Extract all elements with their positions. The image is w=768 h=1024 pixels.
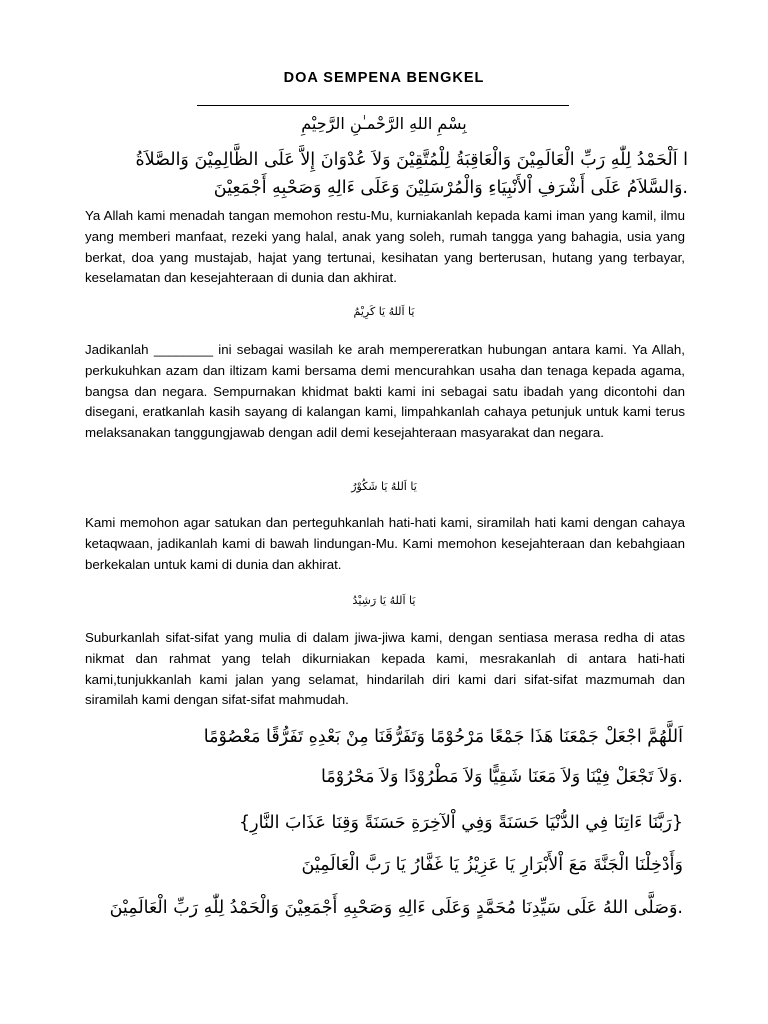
document-title: DOA SEMPENA BENGKEL: [283, 70, 485, 86]
closing-dua-line-5: .وَصَلَّى اللهُ عَلَى سَيِّدِنَا مُحَمَّدٍ وَعَلَى ءَالِهِ وَصَحْبِهِ أَجْمَعِيْنَ وَالْحَمْدُ لِلّٰهِ رَبِّ الْعَالَمِيْنَ: [109, 898, 683, 918]
opening-line-2: .وَالسَّلاَمُ عَلَى أَشْرَفِ اْلأَنْبِيَاءِ وَالْمُرْسَلِيْنَ وَعَلَى ءَالِهِ وَصَحْبِهِ أَجْمَعِيْنَ: [213, 178, 688, 198]
closing-dua-line-4: وَأَدْخِلْنَا الْجَنَّةَ مَعَ اْلأَبْرَارِ يَا عَزِيْزُ يَا غَفَّارُ يَا رَبَّ الْعَالَمِيْنَ: [301, 855, 683, 875]
invocation-3: يَا اَللهُ يَا رَشِيْدُ: [352, 594, 416, 607]
title-underline: [197, 105, 569, 106]
paragraph-4: Suburkanlah sifat-sifat yang mulia di dalam jiwa-jiwa kami, dengan sentiasa merasa redha di atas nikmat dan rahmat yang telah dikurniakan kepada kami, mesrakanlah di antara hati-hati kami,tunjukkanlah kami jalan yang selamat, hindarilah diri kami dari sifat-sifat mazmumah dan siramilah kami dengan sifat-sifat mahmudah.: [85, 630, 685, 708]
bismillah: بِسْمِ اللهِ الرَّحْمـٰنِ الرَّحِيْمِ: [301, 114, 467, 133]
opening-line-1: ا اَلْحَمْدُ لِلّٰهِ رَبِّ الْعَالَمِيْنَ وَالْعَاقِبَةُ لِلْمُتَّقِيْنَ وَلاَ عُدْوَانَ إِلاَّ عَلَى الظَّالِمِيْنَ وَالصَّلاَةُ: [135, 150, 688, 170]
paragraph-2: Jadikanlah ________ ini sebagai wasilah ke arah mempereratkan hubungan antara kami. Ya Allah, perkukuhkan azam dan iltizam kami bersama demi mencurahkan usaha dan tenaga kepada agama, bangsa dan negara. Sempurnakan khidmat bakti kami ini sebagai satu ibadah yang dicontohi dan disegani, eratkanlah kasih sayang di kalangan kami, limpahkanlah cahaya petunjuk untuk kami terus melaksanakan tanggungjawab dengan adil demi kesejahteraan masyarakat dan negara.: [85, 342, 685, 441]
paragraph-1: Ya Allah kami menadah tangan memohon restu-Mu, kurniakanlah kepada kami iman yang kamil, ilmu yang memberi manfaat, rezeki yang halal, anak yang soleh, rumah tangga yang bahagia, usia yang berkat, doa yang mustajab, hajat yang tertunai, kesihatan yang berterusan, hutang yang terbayar, keselamatan dan kesejahteraan di dunia dan akhirat.: [85, 208, 685, 286]
closing-dua-line-3: {رَبَّنَا ءَاتِنَا فِي الدُّنْيَا حَسَنَةً وَفِي اْلآخِرَةِ حَسَنَةً وَقِنَا عَذَابَ النَّارِ}: [239, 813, 683, 833]
invocation-1: يَا اَللهُ يَا كَرِيْمُ: [353, 305, 415, 318]
paragraph-3: Kami memohon agar satukan dan perteguhkanlah hati-hati kami, siramilah hati kami dengan cahaya ketaqwaan, jadikanlah kami di bawah lindungan-Mu. Kami memohon kesejahteraan dan kebahgiaan berkekalan untuk kami di dunia dan akhirat.: [85, 515, 685, 572]
invocation-2: يَا اَللهُ يَا شَكُوْرُ: [351, 480, 417, 493]
closing-dua-line-1: اَللَّهُمَّ اجْعَلْ جَمْعَنَا هَذَا جَمْعًا مَرْحُوْمًا وَتَفَرُّقَنَا مِنْ بَعْدِهِ تَفَرُّقًا مَعْصُوْمًا: [203, 727, 683, 747]
closing-dua-line-2: .وَلاَ تَجْعَلْ فِيْنَا وَلاَ مَعَنَا شَقِيًّا وَلاَ مَطْرُوْدًا وَلاَ مَحْرُوْمًا: [320, 767, 683, 787]
